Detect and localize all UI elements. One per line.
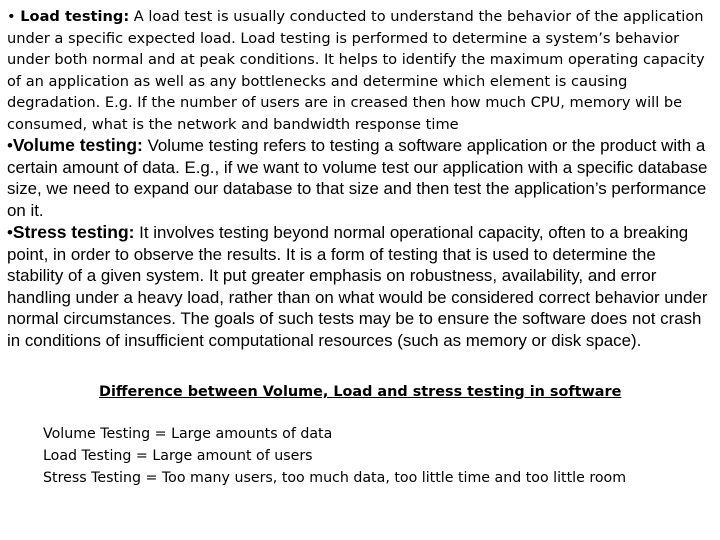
difference-heading: Difference between Volume, Load and stress testing in software bbox=[99, 384, 622, 400]
definition-row-load bbox=[43, 445, 713, 467]
stress-testing-term: Stress testing: bbox=[12, 222, 135, 242]
bullet: • bbox=[7, 8, 16, 25]
volume-testing-term: Volume testing: bbox=[12, 135, 143, 155]
definition-row-stress bbox=[43, 467, 713, 489]
definition-term: Load Testing bbox=[43, 448, 132, 464]
definition-term: Stress Testing bbox=[43, 470, 141, 486]
load-testing-paragraph bbox=[7, 6, 713, 136]
load-testing-term: Load testing: bbox=[20, 8, 130, 25]
definition-text: Large amount of users bbox=[152, 448, 313, 464]
definition-separator: = bbox=[150, 426, 172, 442]
definition-text: Large amounts of data bbox=[171, 426, 333, 442]
volume-testing-paragraph bbox=[7, 135, 713, 221]
bullet: • bbox=[7, 223, 13, 242]
definition-separator: = bbox=[131, 448, 153, 464]
stress-testing-text: It involves testing beyond normal operational capacity, often to a breaking point, in order to observe the results. It is a form of testing that is used to determine the stability of a given system. It put greater emphasis on robustness, availability, and error handling under a heavy load, rather than on what would be considered correct behavior under normal circumstances. The goals of such tests may be to ensure the software does not crash in conditions of insufficient computational resources (such as memory or disk space). bbox=[7, 223, 708, 350]
stress-testing-paragraph bbox=[7, 222, 713, 351]
definition-row-volume bbox=[43, 423, 713, 445]
load-testing-text: A load test is usually conducted to understand the behavior of the application under a specific expected load. Load testing is performed to determine a system’s behavior under both normal and at peak conditions. It helps to identify the maximum operating capacity of an application as well as any bottlenecks and determine which element is causing degradation. E.g. If the number of users are in creased then how much CPU, memory will be consumed, what is the network and bandwidth response time bbox=[7, 8, 705, 133]
bullet: • bbox=[7, 136, 13, 155]
definition-separator: = bbox=[141, 470, 162, 486]
definition-term: Volume Testing bbox=[43, 426, 151, 442]
definition-text: Too many users, too much data, too little time and too little room bbox=[161, 470, 627, 486]
definitions-list bbox=[43, 423, 713, 489]
volume-testing-text: Volume testing refers to testing a software application or the product with a certain amount of data. E.g., if we want to volume test our application with a specific database size, we need to expand our database to that size and then test the application’s performance on it. bbox=[7, 136, 708, 220]
